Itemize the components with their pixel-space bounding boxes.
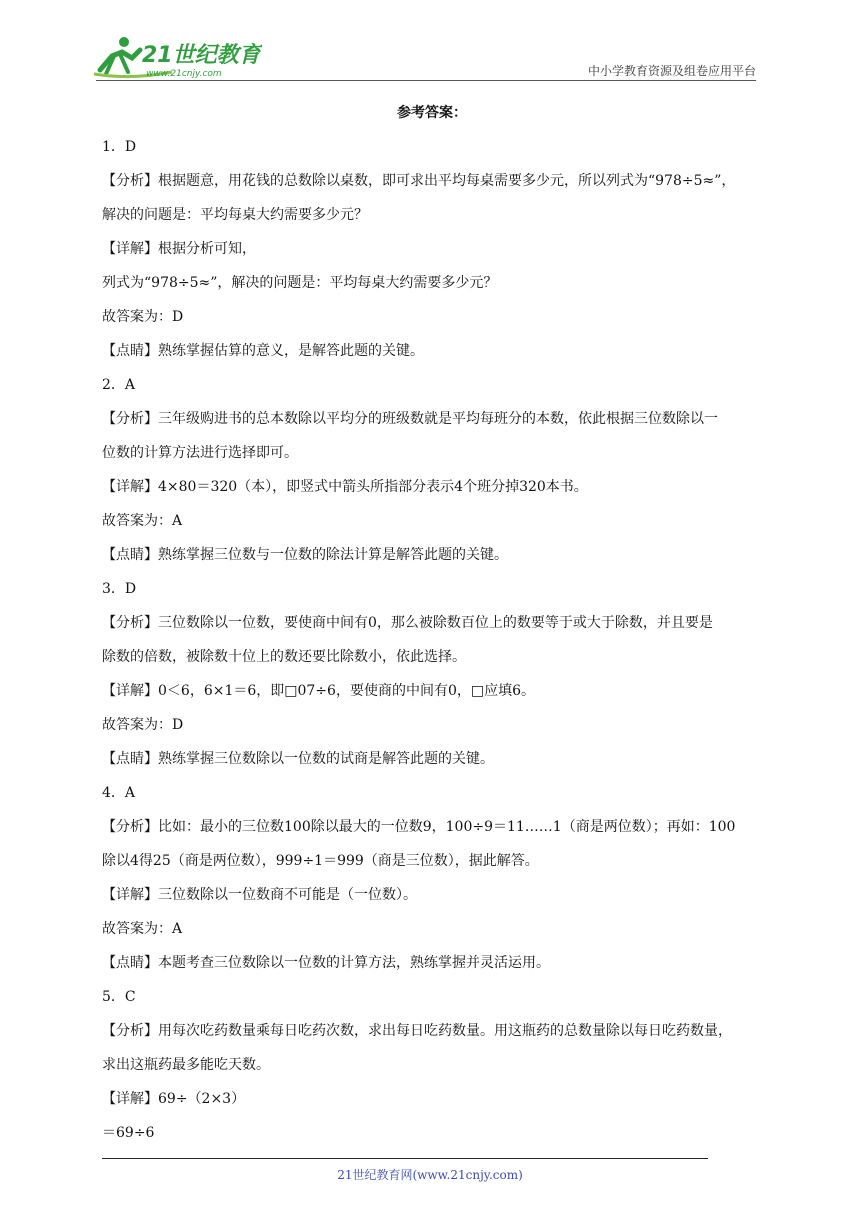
text-line: 【详解】4×80＝320（本），即竖式中箭头所指部分表示4个班分掉320本书。 [102, 479, 588, 495]
text-line: 1．D [102, 139, 137, 155]
text-line: 【点睛】本题考查三位数除以一位数的计算方法，熟练掌握并灵活运用。 [102, 955, 550, 971]
text-line: ＝69÷6 [102, 1125, 155, 1141]
text-line: 除数的倍数，被除数十位上的数还要比除数小，依此选择。 [102, 649, 466, 665]
text-line: 故答案为：A [102, 921, 183, 937]
text-line: 位数的计算方法进行选择即可。 [102, 445, 298, 461]
text-line: 解决的问题是：平均每桌大约需要多少元？ [102, 207, 368, 223]
text-line: 4．A [102, 785, 136, 801]
site-logo[interactable] [92, 32, 262, 80]
logo-url: www.21cnjy.com [146, 69, 222, 79]
answer-lines [102, 130, 762, 1150]
text-line: 【分析】比如：最小的三位数100除以最大的一位数9，100÷9＝11……1（商是两位数）；再如：100 [102, 819, 736, 835]
text-line: 【点睛】熟练掌握三位数除以一位数的试商是解答此题的关键。 [102, 751, 494, 767]
text-line: 2．A [102, 377, 136, 393]
answer-content [102, 96, 762, 1150]
text-line: 【详解】根据分析可知， [102, 241, 256, 257]
text-line: 【分析】三位数除以一位数，要使商中间有0，那么被除数百位上的数要等于或大于除数，并且要是 [102, 615, 713, 631]
header-divider [96, 80, 756, 81]
text-line: 除以4得25（商是两位数），999÷1＝999（商是三位数），据此解答。 [102, 853, 539, 869]
text-line: 【分析】三年级购进书的总本数除以平均分的班级数就是平均每班分的本数，依此根据三位数除以一 [102, 411, 718, 427]
text-line: 【详解】三位数除以一位数商不可能是（一位数）。 [102, 887, 417, 903]
text-line: 故答案为：D [102, 717, 184, 733]
footer-divider [102, 1158, 708, 1159]
footer-link[interactable]: 21世纪教育网(www.21cnjy.com) [337, 1168, 523, 1182]
text-line: 列式为“978÷5≈”，解决的问题是：平均每桌大约需要多少元？ [102, 275, 498, 291]
text-line: 【分析】根据题意，用花钱的总数除以桌数，即可求出平均每桌需要多少元，所以列式为“978÷5≈”， [102, 173, 736, 189]
text-line: 【点睛】熟练掌握三位数与一位数的除法计算是解答此题的关键。 [102, 547, 508, 563]
text-line: 【详解】69÷（2×3） [102, 1091, 246, 1107]
text-line: 【详解】0＜6，6×1＝6，即□07÷6，要使商的中间有0，□应填6。 [102, 683, 535, 699]
text-line: 5．C [102, 989, 136, 1005]
text-line: 故答案为：A [102, 513, 183, 529]
page-header [0, 0, 860, 90]
logo-graphic [92, 32, 262, 80]
header-platform-text: 中小学教育资源及组卷应用平台 [587, 64, 756, 78]
logo-text: 21世纪教育 [142, 43, 261, 68]
text-line: 求出这瓶药最多能吃天数。 [102, 1057, 270, 1073]
text-line: 【分析】用每次吃药数量乘每日吃药次数，求出每日吃药数量。用这瓶药的总数量除以每日吃药数量， [102, 1023, 732, 1039]
page-title: 参考答案： [397, 105, 467, 121]
text-line: 故答案为：D [102, 309, 184, 325]
text-line: 3．D [102, 581, 137, 597]
text-line: 【点睛】熟练掌握估算的意义，是解答此题的关键。 [102, 343, 424, 359]
